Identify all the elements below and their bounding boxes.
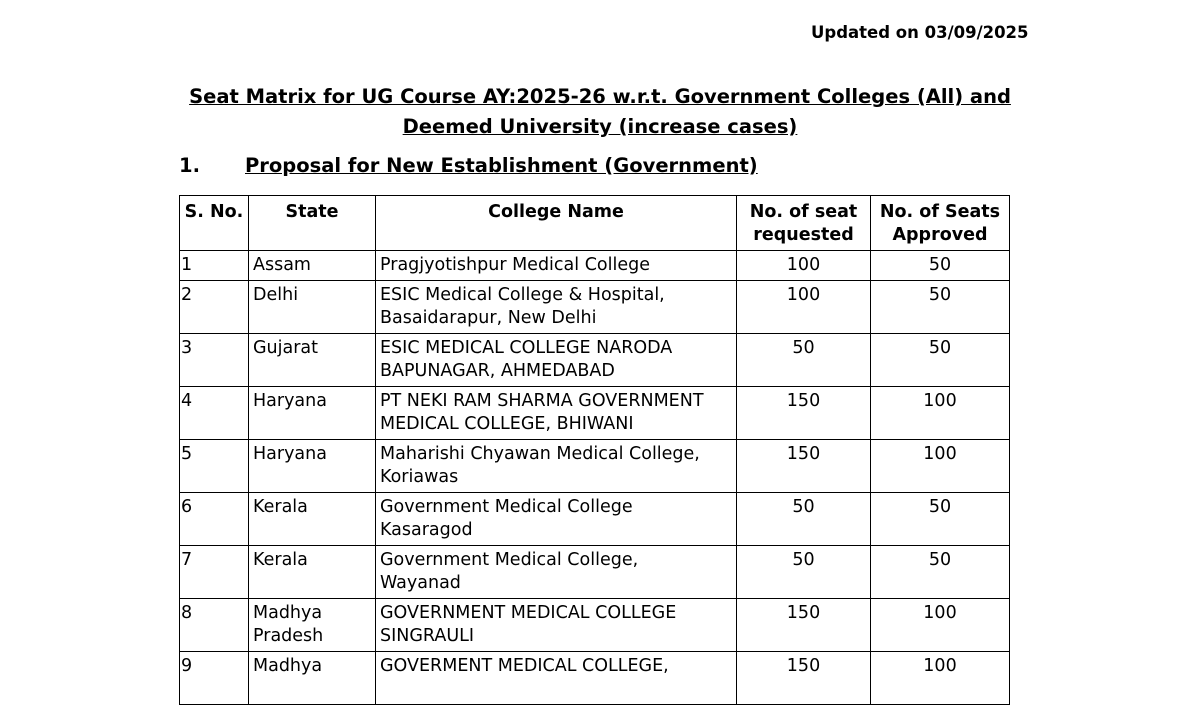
- seat-matrix-table: [179, 195, 1010, 705]
- cell-seats-approved: 50: [871, 281, 1010, 334]
- college-name-line-2: Basaidarapur, New Delhi: [380, 308, 597, 328]
- cell-seats-approved: 50: [871, 251, 1010, 281]
- cell-seats-approved: 100: [871, 440, 1010, 493]
- college-name-line-2: SINGRAULI: [380, 626, 475, 646]
- college-name-line-2: Wayanad: [380, 573, 461, 593]
- header-seats-approved-line-1: No. of Seats: [879, 202, 1001, 222]
- cell-seats-requested: 100: [737, 251, 871, 281]
- table-row: [180, 440, 1010, 493]
- college-name-line-1: Government Medical College: [380, 497, 633, 517]
- cell-sno: 7: [180, 546, 249, 599]
- cell-state: Gujarat: [249, 334, 376, 387]
- table-row: [180, 652, 1010, 705]
- table-row: [180, 493, 1010, 546]
- cell-sno: 1: [180, 251, 249, 281]
- header-seats-requested-line-2: requested: [753, 225, 854, 245]
- cell-sno: 3: [180, 334, 249, 387]
- state-line-1: Madhya: [253, 603, 323, 623]
- cell-college-name: [376, 493, 737, 546]
- cell-seats-requested: 100: [737, 281, 871, 334]
- cell-seats-requested: 150: [737, 440, 871, 493]
- header-state: State: [249, 196, 376, 251]
- header-seats-approved-line-2: Approved: [892, 225, 988, 245]
- college-name-line-2: MEDICAL COLLEGE, BHIWANI: [380, 414, 634, 434]
- cell-college-name: [376, 387, 737, 440]
- header-sno: S. No.: [180, 196, 249, 251]
- header-seats-requested: [737, 196, 871, 251]
- cell-sno: 8: [180, 599, 249, 652]
- cell-state: [249, 652, 376, 705]
- cell-college-name: [376, 281, 737, 334]
- college-name-line-2: Kasaragod: [380, 520, 473, 540]
- college-name-line-1: ESIC MEDICAL COLLEGE NARODA: [380, 338, 673, 358]
- cell-state: Assam: [249, 251, 376, 281]
- cell-seats-approved: 100: [871, 387, 1010, 440]
- cell-sno: 4: [180, 387, 249, 440]
- college-name-line-1: GOVERNMENT MEDICAL COLLEGE: [380, 603, 677, 623]
- cell-college-name: [376, 652, 737, 705]
- state-line-1: Madhya: [253, 656, 323, 676]
- cell-state: [249, 599, 376, 652]
- table-row: [180, 387, 1010, 440]
- college-name-line-1: Government Medical College,: [380, 550, 639, 570]
- cell-seats-requested: 150: [737, 652, 871, 705]
- cell-college-name: [376, 334, 737, 387]
- updated-date: Updated on 03/09/2025: [811, 23, 1029, 42]
- header-college-name: College Name: [376, 196, 737, 251]
- table-row: [180, 599, 1010, 652]
- cell-state: Kerala: [249, 493, 376, 546]
- cell-seats-requested: 150: [737, 599, 871, 652]
- cell-sno: 5: [180, 440, 249, 493]
- section-title: Proposal for New Establishment (Government): [245, 154, 758, 177]
- cell-college-name: [376, 440, 737, 493]
- college-name-line-1: PT NEKI RAM SHARMA GOVERNMENT: [380, 391, 704, 411]
- cell-seats-approved: 100: [871, 599, 1010, 652]
- college-name-line-2: Koriawas: [380, 467, 459, 487]
- header-seats-approved: [871, 196, 1010, 251]
- cell-state: Delhi: [249, 281, 376, 334]
- document-title-line-1: Seat Matrix for UG Course AY:2025-26 w.r.t. Government Colleges (All) and: [189, 85, 1011, 108]
- college-name-line-2: BAPUNAGAR, AHMEDABAD: [380, 361, 615, 381]
- cell-college-name: [376, 546, 737, 599]
- cell-seats-requested: 50: [737, 546, 871, 599]
- cell-seats-requested: 50: [737, 334, 871, 387]
- section-number: 1.: [179, 154, 200, 177]
- table-row: [180, 334, 1010, 387]
- cell-seats-approved: 50: [871, 546, 1010, 599]
- cell-college-name: [376, 599, 737, 652]
- cell-state: Haryana: [249, 387, 376, 440]
- table-row: [180, 251, 1010, 281]
- cell-sno: 6: [180, 493, 249, 546]
- header-seats-requested-line-1: No. of seat: [749, 202, 858, 222]
- cell-seats-requested: 150: [737, 387, 871, 440]
- cell-state: Haryana: [249, 440, 376, 493]
- cell-seats-approved: 50: [871, 493, 1010, 546]
- cell-seats-requested: 50: [737, 493, 871, 546]
- college-name-line-1: GOVERMENT MEDICAL COLLEGE,: [380, 656, 669, 676]
- document-title: [150, 82, 1050, 142]
- cell-seats-approved: 100: [871, 652, 1010, 705]
- cell-sno: 2: [180, 281, 249, 334]
- cell-sno: 9: [180, 652, 249, 705]
- college-name-line-1: ESIC Medical College & Hospital,: [380, 285, 665, 305]
- table-header-row: [180, 196, 1010, 251]
- table-row: [180, 546, 1010, 599]
- state-line-2: Pradesh: [253, 626, 324, 646]
- table-row: [180, 281, 1010, 334]
- college-name-line-1: Maharishi Chyawan Medical College,: [380, 444, 700, 464]
- cell-college-name: Pragjyotishpur Medical College: [376, 251, 737, 281]
- document-title-line-2: Deemed University (increase cases): [402, 115, 798, 138]
- cell-state: Kerala: [249, 546, 376, 599]
- cell-seats-approved: 50: [871, 334, 1010, 387]
